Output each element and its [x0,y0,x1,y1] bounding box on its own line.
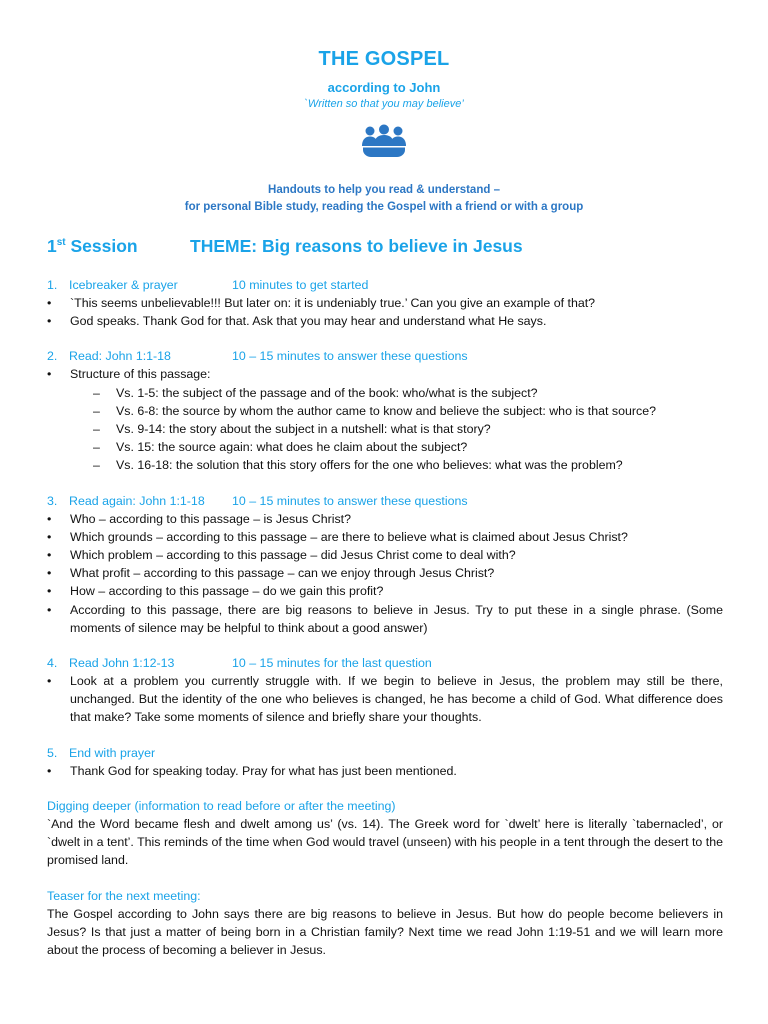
sub-list-item: – Vs. 15: the source again: what does he claim about the subject? [47,438,723,456]
sub-list-item: – Vs. 16-18: the solution that this story offers for the one who believes: what was the problem? [47,456,723,474]
teaser-text: The Gospel according to John says there are big reasons to believe in Jesus. But how do people become believers in Jesus? Is that just a matter of being born in a Christian family? Next time we read John 1:19-51 and we will learn more about the process of becoming a believer in Jesus. [47,906,723,958]
section-5-heading: 5. End with prayer [47,745,156,760]
digging-deeper-heading: Digging deeper (information to read before or after the meeting) [47,798,396,813]
intro-text [0,182,768,216]
list-item: • According to this passage, there are big reasons to believe in Jesus. Try to put these in a single phrase. (Some moments of silence may be helpful to think about a good answer) [47,601,723,637]
section-2-heading: 2. Read: John 1:1-18 10 – 15 minutes to answer these questions [47,349,468,364]
digging-deeper-text: `And the Word became flesh and dwelt among us’ (vs. 14). The Greek word for `dwelt’ here is literally `tabernacled’, or `dwelt in a tent’. This reminds of the time when God would travel (unseen) with his people in a tent through the desert to the promised land. [47,817,723,868]
list-item: • Which problem – according to this passage – did Jesus Christ come to deal with? [47,546,723,564]
intro-line-2: for personal Bible study, reading the Gospel with a friend or with a group [184,201,584,213]
list-item: • Look at a problem you currently struggle with. If we begin to believe in Jesus, the problem may still be there, unchanged. But the identity of the one who believes is changed, he has become a child of God. What difference does that make? Take some moments of silence and briefly share your thoughts. [47,672,723,727]
group-of-people-icon [360,124,408,158]
sub-list-item: – Vs. 9-14: the story about the subject in a nutshell: what is that story? [47,420,723,438]
section-4-heading: 4. Read John 1:12-13 10 – 15 minutes for the last question [47,656,432,671]
sub-list-item: – Vs. 6-8: the source by whom the author came to know and believe the subject: who is that source? [47,402,723,420]
session-number: 1 [47,236,57,256]
session-ordinal: st [56,237,66,249]
document-title: THE GOSPEL [318,48,450,70]
list-item: • What profit – according to this passage – can we enjoy through Jesus Christ? [47,564,723,582]
session-label: Session [65,236,138,256]
teaser-heading: Teaser for the next meeting: [47,888,201,903]
list-item: • Thank God for speaking today. Pray for what has just been mentioned. [47,762,723,780]
handout-content [47,276,723,959]
list-item: • Who – according to this passage – is Jesus Christ? [47,510,723,528]
list-item: • Structure of this passage: [47,365,723,383]
session-theme: THEME: Big reasons to believe in Jesus [190,236,523,256]
document-subtitle: according to John [327,80,441,95]
sub-list-item: – Vs. 1-5: the subject of the passage and of the book: who/what is the subject? [47,384,723,402]
section-1-heading: 1. Icebreaker & prayer 10 minutes to get started [47,278,369,292]
section-3-heading: 3. Read again: John 1:1-18 10 – 15 minutes to answer these questions [47,493,468,508]
list-item: • How – according to this passage – do we gain this profit? [47,582,723,600]
list-item: • `This seems unbelievable!!! But later on: it is undeniably true.’ Can you give an example of that? [47,294,723,312]
session-heading [47,236,747,257]
list-item: • Which grounds – according to this passage – are there to believe what is claimed about Jesus Christ? [47,528,723,546]
intro-line-1: Handouts to help you read & understand – [268,184,500,196]
list-item: • God speaks. Thank God for that. Ask that you may hear and understand what He says. [47,312,723,330]
document-tagline: `Written so that you may believe’ [304,98,464,110]
